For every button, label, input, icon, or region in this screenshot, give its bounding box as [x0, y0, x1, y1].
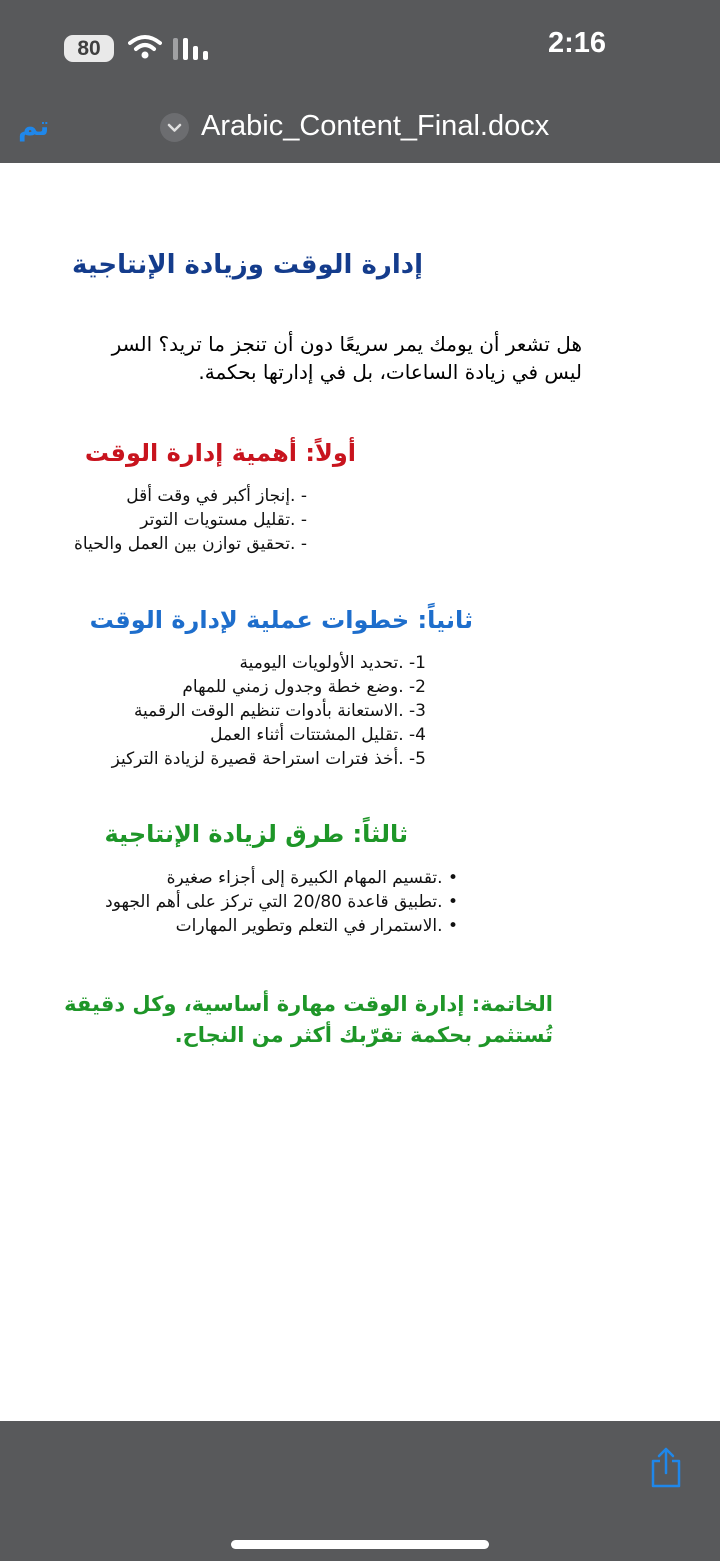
- document-page: [0, 163, 720, 1421]
- conclusion-line: الخاتمة: إدارة الوقت مهارة أساسية، وكل دقيقة: [64, 992, 553, 1016]
- status-bar: [0, 0, 720, 100]
- wifi-icon: [128, 34, 162, 60]
- list-item: - .إنجاز أكبر في وقت أقل: [126, 486, 307, 506]
- status-time: 2:16: [548, 27, 607, 59]
- section2-heading: ثانياً: خطوات عملية لإدارة الوقت: [89, 606, 473, 634]
- doc-title: إدارة الوقت وزيادة الإنتاجية: [71, 250, 423, 280]
- signal-icon: [173, 38, 211, 60]
- home-indicator: [231, 1540, 489, 1549]
- list-item: 4- .تقليل المشتتات أثناء العمل: [210, 725, 426, 745]
- list-item: • .تقسيم المهام الكبيرة إلى أجزاء صغيرة: [166, 868, 458, 888]
- section3-heading: ثالثاً: طرق لزيادة الإنتاجية: [104, 820, 408, 848]
- list-item: • .الاستمرار في التعلم وتطوير المهارات: [175, 916, 458, 936]
- section3-list: [105, 866, 458, 938]
- intro-line: هل تشعر أن يومك يمر سريعًا دون أن تنجز ما تريد؟ السر: [111, 332, 582, 356]
- list-item: 3- .الاستعانة بأدوات تنظيم الوقت الرقمية: [133, 701, 426, 721]
- share-icon[interactable]: [649, 1446, 683, 1488]
- list-item: 1- .تحديد الأولويات اليومية: [239, 653, 426, 673]
- document-title[interactable]: Arabic_Content_Final.docx: [201, 110, 550, 142]
- top-bar: [0, 0, 720, 163]
- section1-list: [74, 484, 307, 556]
- done-button[interactable]: تم: [18, 111, 50, 142]
- intro-line: ليس في زيادة الساعات، بل في إدارتها بحكمة.: [198, 360, 582, 384]
- conclusion-paragraph: [64, 989, 553, 1051]
- list-item: - .تقليل مستويات التوتر: [140, 510, 307, 530]
- list-item: - .تحقيق توازن بين العمل والحياة: [73, 534, 307, 554]
- battery-indicator: 80: [64, 35, 114, 62]
- list-item: 2- .وضع خطة وجدول زمني للمهام: [182, 677, 426, 697]
- list-item: • .تطبيق قاعدة 20/80 التي تركز على أهم الجهود: [105, 892, 458, 912]
- section2-list: [112, 651, 426, 771]
- conclusion-line: تُستثمر بحكمة تقرّبك أكثر من النجاح.: [174, 1023, 553, 1047]
- title-menu-button[interactable]: [160, 113, 189, 142]
- list-item: 5- .أخذ فترات استراحة قصيرة لزيادة التركيز: [111, 749, 426, 769]
- chevron-down-icon: [160, 113, 189, 142]
- intro-paragraph: [112, 330, 582, 386]
- section1-heading: أولاً: أهمية إدارة الوقت: [84, 439, 356, 467]
